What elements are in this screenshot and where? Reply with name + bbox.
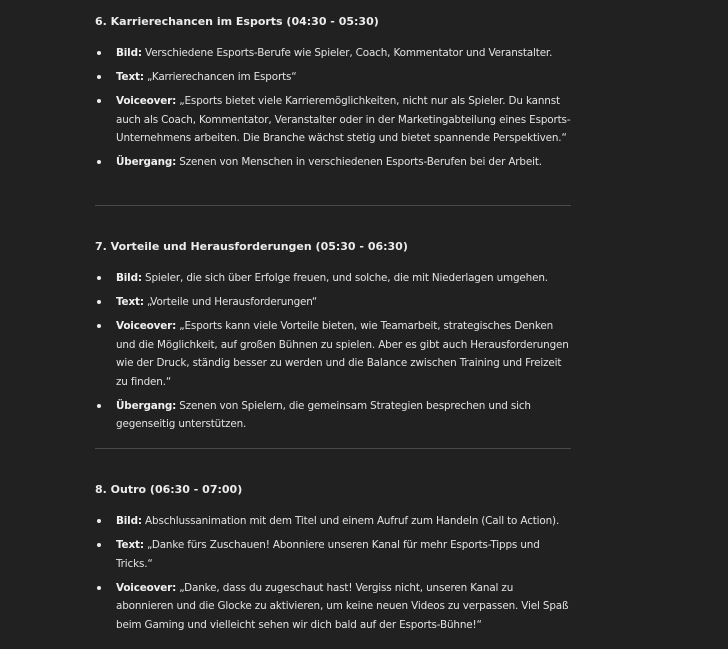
item-label: Bild:	[116, 272, 142, 284]
list-item	[95, 536, 571, 573]
item-text: „Esports bietet viele Karrieremöglichkeiten, nicht nur als Spieler. Du kannst auch als Coach, Kommentator, Veranstalter oder in der Marketingabteilung eines Esports-Unternehmens arbeiten. Die Branche wächst stetig und bietet spannende Perspektiven.“	[116, 95, 571, 144]
section-title: 6. Karrierechancen im Esports (04:30 - 05:30)	[95, 15, 379, 28]
item-text: Szenen von Spielern, die gemeinsam Strategien besprechen und sich gegenseitig unterstützen.	[116, 399, 531, 430]
section-divider	[95, 448, 571, 449]
item-label: Text:	[116, 296, 144, 308]
list-item	[95, 293, 571, 312]
bullet-list	[95, 512, 571, 634]
list-item	[95, 397, 571, 434]
item-text: „Karrierechancen im Esports“	[143, 71, 297, 83]
section-vorteile	[95, 240, 571, 434]
list-item	[95, 68, 571, 87]
item-text: „Esports kann viele Vorteile bieten, wie Teamarbeit, strategisches Denken und die Möglichkeit, auf großen Bühnen zu spielen. Aber es gibt auch Herausforderungen wie der Druck, ständig besser zu werden und die Balance zwischen Training und Freizeit zu finden.“	[116, 320, 569, 388]
item-text: Szenen von Menschen in verschiedenen Esports-Berufen bei der Arbeit.	[176, 156, 542, 168]
item-label: Text:	[116, 539, 144, 551]
bullet-list	[95, 269, 571, 434]
list-item	[95, 512, 571, 531]
item-text: Verschiedene Esports-Berufe wie Spieler, Coach, Kommentator und Veranstalter.	[141, 47, 553, 59]
section-title: 8. Outro (06:30 - 07:00)	[95, 483, 243, 496]
item-text: „Danke, dass du zugeschaut hast! Vergiss nicht, unseren Kanal zu abonnieren und die Glocke zu aktivieren, um keine neuen Videos zu verpassen. Viel Spaß beim Gaming und vielleicht sehen wir dich bald auf der Esports-Bühne!“	[116, 581, 569, 631]
item-label: Bild:	[116, 47, 142, 59]
item-label: Text:	[116, 71, 144, 83]
list-item	[95, 92, 571, 148]
item-label: Voiceover:	[116, 95, 177, 107]
item-label: Voiceover:	[116, 581, 177, 594]
item-label: Voiceover:	[116, 320, 177, 332]
item-text: „Danke fürs Zuschauen! Abonniere unseren Kanal für mehr Esports-Tipps und Tricks.“	[116, 539, 540, 570]
list-item	[95, 317, 571, 391]
section-karrierechancen	[95, 15, 571, 172]
item-label: Bild:	[116, 515, 142, 527]
item-text: Abschlussanimation mit dem Titel und einem Aufruf zum Handeln (Call to Action).	[141, 515, 560, 527]
bullet-list	[95, 44, 571, 172]
list-item	[95, 44, 571, 63]
section-outro	[95, 483, 571, 634]
item-text: Spieler, die sich über Erfolge freuen, und solche, die mit Niederlagen umgehen.	[141, 272, 548, 284]
list-item	[95, 579, 571, 635]
section-title: 7. Vorteile und Herausforderungen (05:30 - 06:30)	[95, 240, 408, 253]
item-label: Übergang:	[116, 399, 177, 412]
item-label: Übergang:	[116, 156, 177, 168]
list-item	[95, 269, 571, 288]
list-item	[95, 153, 571, 172]
section-divider	[95, 205, 571, 206]
item-text: „Vorteile und Herausforderungen“	[143, 296, 318, 308]
